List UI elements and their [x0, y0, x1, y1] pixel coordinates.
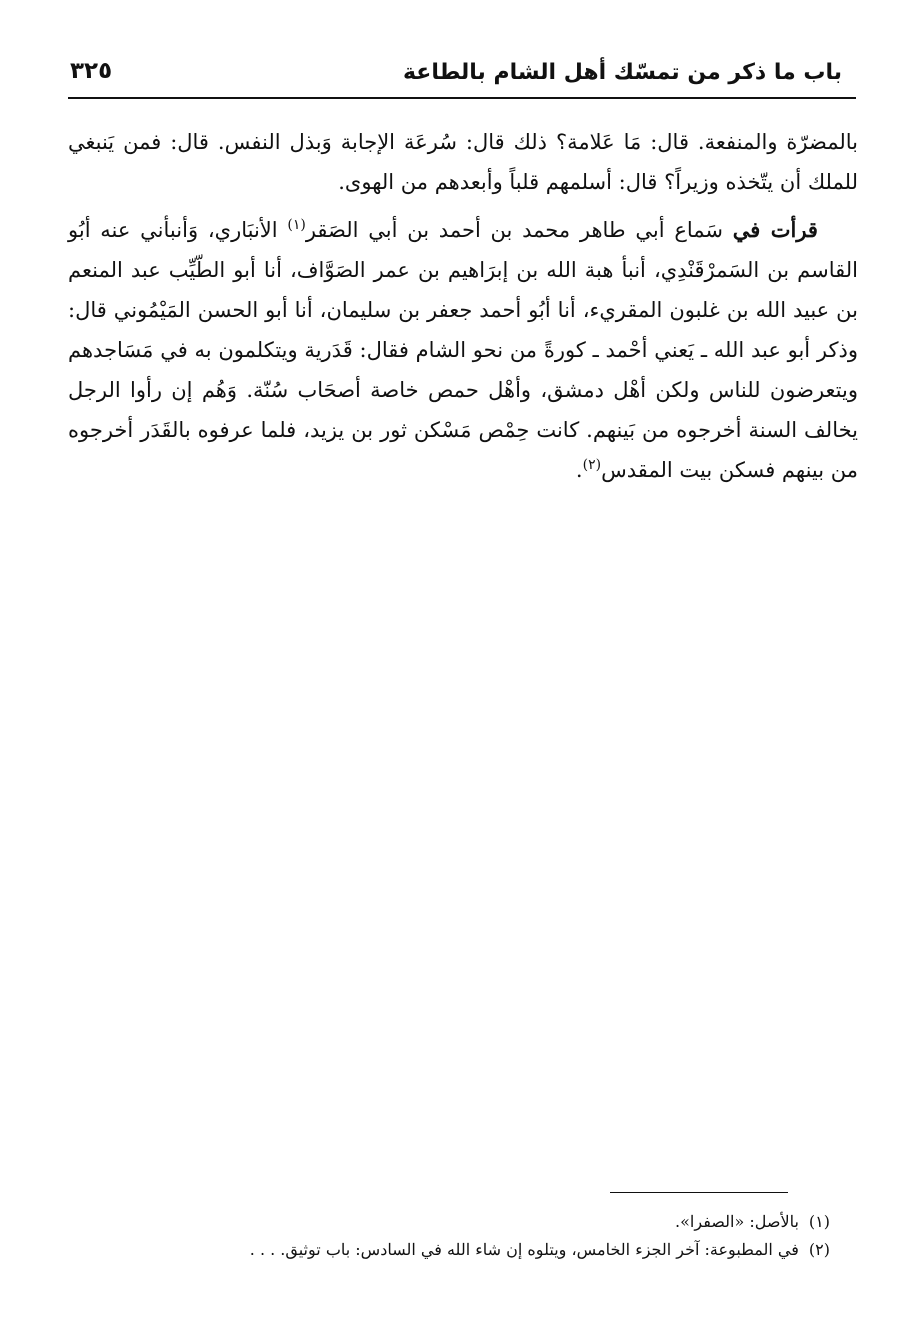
running-title: باب ما ذكر من تمسّك أهل الشام بالطاعة — [402, 60, 842, 85]
footnote-ref-2: (٢) — [582, 457, 602, 473]
footnote-1-text: بالأصل: «الصفرا». — [675, 1212, 799, 1231]
body-text — [68, 122, 858, 490]
footnote-1 — [68, 1208, 830, 1236]
footnote-ref-1: (١) — [287, 217, 306, 233]
footnote-2-number: (٢) — [808, 1240, 830, 1259]
footnote-2-text: في المطبوعة: آخر الجزء الخامس، ويتلوه إن شاء الله في السادس: باب توثيق. . . . — [249, 1240, 799, 1259]
footnotes — [68, 1208, 830, 1264]
paragraph-2-end: . — [575, 458, 583, 482]
footnote-2 — [68, 1236, 830, 1264]
paragraph-2-part-b: الأنبَاري، وَأنبأني عنه أبُو القاسم بن السَمرْقَنْدِي، أنبأ هبة الله بن إبرَاهيم بن عمر الصَوَّاف، أنا أبو الطّيِّب عبد المنعم بن عبيد الله بن غلبون المقريء، أنا أبُو أحمد جعفر بن سليمان، أنا أبو الحسن المَيْمُوني قال: وذكر أبو عبد الله ـ يَعني أحْمد ـ كورةً من نحو الشام فقال: قَدَرية ويتكلمون به في مَسَاجدهم ويتعرضون للناس ولكن أهْل دمشق، وأهْل حمص خاصة أصحَاب سُنّة. وَهُم إن رأوا الرجل يخالف السنة أخرجوه من بَينهم. كانت حِمْص مَسْكن ثور بن يزيد، فلما عرفوه بالقَدَر أخرجوه من بينهم فسكن بيت المقدس — [68, 218, 858, 482]
paragraph-2 — [68, 210, 858, 490]
header-rule — [68, 97, 856, 99]
page-number: ٣٢٥ — [70, 58, 113, 84]
footnote-rule — [610, 1192, 788, 1193]
paragraph-1: بالمضرّة والمنفعة. قال: مَا عَلامة؟ ذلك قال: سُرعَة الإجابة وَبذل النفس. قال: فمن يَنبغي للملك أن يتّخذه وزيراً؟ قال: أسلمهم قلباً وأبعدهم من الهوى. — [68, 130, 858, 194]
footnote-1-number: (١) — [808, 1212, 830, 1231]
paragraph-2-part-a: سَماع أبي طاهر محمد بن أحمد بن أبي الصَقر — [305, 218, 724, 242]
paragraph-2-lead: قرأت في — [732, 217, 818, 242]
